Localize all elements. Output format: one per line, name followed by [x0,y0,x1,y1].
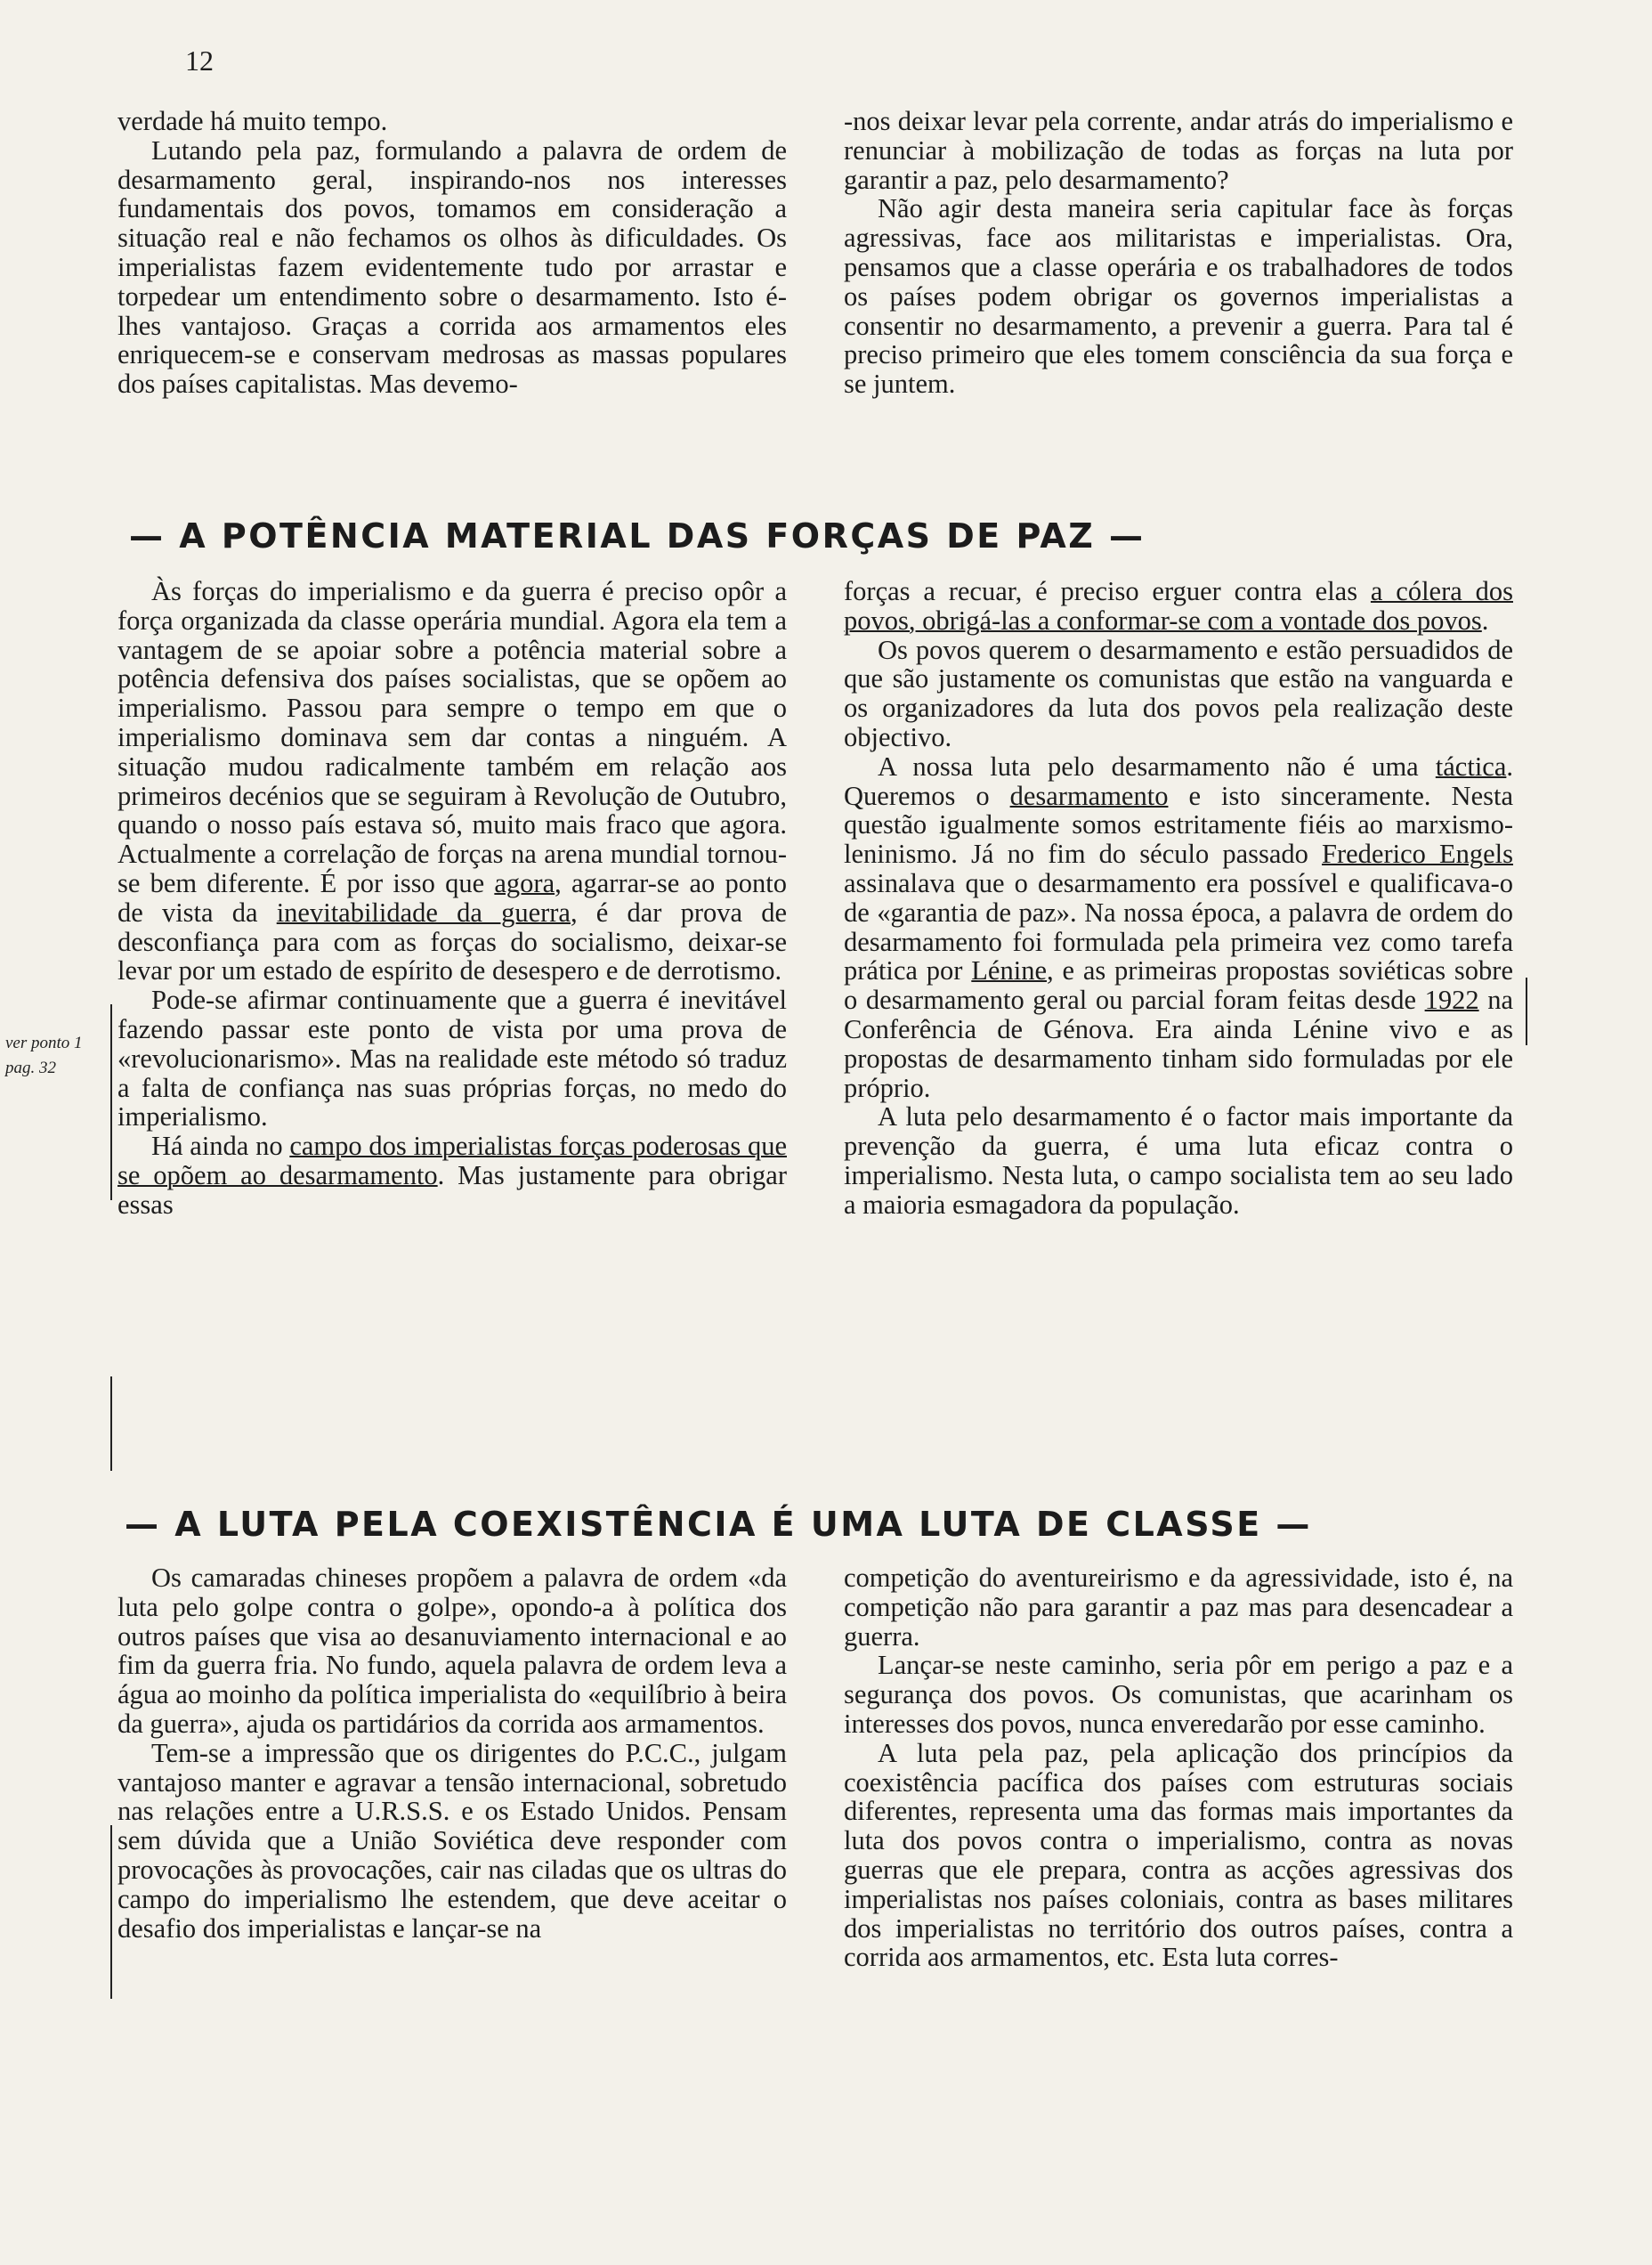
section-1-right-paragraph-1: forças a recuar, é preciso erguer contra elas a cólera dos povos, obrigá-las a conformar-se com a vontade dos povos. [844,576,1513,636]
margin-bracket-left-1 [110,1004,112,1200]
margin-note-line-2: pag. 32 [5,1059,56,1077]
underline-agora: agora [494,867,555,898]
section-2-heading: — A LUTA PELA COEXISTÊNCIA É UMA LUTA DE CLASSE — [125,1505,1312,1544]
section-2-right-column [844,1563,1513,1972]
section-1-right-column [844,577,1513,1220]
underline-1922: 1922 [1424,985,1479,1016]
underline-desarmamento: desarmamento [1009,780,1169,811]
section-2-right-paragraph-2: Lançar-se neste caminho, seria pôr em perigo a paz e a segurança dos povos. Os comunistas, que acarinham os interesses dos povos, nunca enveredarão por esse caminho. [844,1650,1513,1739]
margin-bracket-left-3 [110,1825,112,1999]
section-1 [117,577,1513,1220]
page-number: 12 [185,45,214,77]
section-2-left-paragraph-2: Tem-se a impressão que os dirigentes do P.C.C., julgam vantajoso manter e agravar a tensão internacional, sobretudo nas relações entre a U.R.S.S. e os Estado Unidos. Pensam sem dúvida que a União Soviética deve responder com provocações às provocações, cair nas ciladas que os ultras do campo do imperialismo lhe estendem, que deve aceitar o desafio dos imperialistas e lançar-se na [117,1737,787,1944]
section-1-left-paragraph-1: Às forças do imperialismo e da guerra é preciso opôr a força organizada da classe operária mundial. Agora ela tem a vantagem de se apoiar sobre a potência material sobre a potência defensiva dos países socialistas, que se opõem ao imperialismo. Passou para sempre o tempo em que o imperialismo dominava sem dar contas a ninguém. A situação mudou radicalmente também em relação aos primeiros decénios que se seguiram à Revolução de Outubro, quando o nosso país estava só, muito mais fraco que agora. Actualmente a correlação de forças na arena mundial tornou-se bem diferente. É por isso que agora, agarrar-se ao ponto de vista da inevitabilidade da guerra, é dar prova de desconfiança para com as forças do socialismo, deixar-se levar por um estado de espírito de desespero e de derrotismo. [117,576,787,986]
margin-note-line-1: ver ponto 1 [5,1034,83,1052]
section-2 [117,1563,1513,1972]
underline-colera-dos-povos: a cólera dos povos, obrigá-las a conformar-se com a vontade dos povos [844,576,1513,636]
section-2-left-column [117,1563,787,1972]
underline-tactica: táctica [1435,751,1507,782]
margin-bracket-right [1526,978,1527,1045]
underline-campo-imperialistas: campo dos imperialistas forças poderosas que se opõem ao desarmamento [117,1131,787,1190]
section-2-left-paragraph-1: Os camaradas chineses propõem a palavra de ordem «da luta pelo golpe contra o golpe», opondo-a à política dos outros países que visa ao desanuviamento internacional e ao fim da guerra fria. No fundo, aquela palavra de ordem leva a água ao moinho da política imperialista do «equilíbrio à beira da guerra», ajuda os partidários da corrida aos armamentos. [117,1563,787,1739]
section-1-left-paragraph-3: Há ainda no campo dos imperialistas forças poderosas que se opõem ao desarmamento. Mas justamente para obrigar essas [117,1131,787,1220]
intro-right-paragraph-1: -nos deixar levar pela corrente, andar atrás do imperialismo e renunciar à mobilização de todas as forças na luta por garantir a paz, pelo desarmamento? [844,106,1513,195]
underline-engels: Frederico Engels [1322,839,1514,870]
intro-left-paragraph-1: verdade há muito tempo. [117,106,388,136]
intro-left-paragraph-2: Lutando pela paz, formulando a palavra de ordem de desarmamento geral, inspirando-nos nos interesses fundamentais dos povos, tomamos em consideração a situação real e não fechamos os olhos às dificuldades. Os imperialistas fazem evidentemente tudo por arrastar e torpedear um entendimento sobre o desarmamento. Isto é-lhes vantajoso. Graças a corrida aos armamentos eles enriquecem-se e conservam medrosas as massas populares dos países capitalistas. Mas devemo- [117,134,787,400]
section-1-right-paragraph-2: Os povos querem o desarmamento e estão persuadidos de que são justamente os comunistas que estão na vanguarda e os organizadores da luta dos povos pela realização deste objectivo. [844,634,1513,752]
section-2-right-paragraph-3: A luta pela paz, pela aplicação dos princípios da coexistência pacífica dos países com estruturas sociais diferentes, representa uma das formas mais importantes da luta dos povos contra o imperialismo, contra as novas guerras que ele prepara, contra as acções agressivas dos imperialistas nos países coloniais, contra as bases militares dos imperialistas no território dos outros países, contra a corrida aos armamentos, etc. Esta luta corres- [844,1737,1513,1973]
underline-inevitabilidade: inevitabilidade da guerra [276,897,571,928]
intro-left-column [117,107,787,399]
intro-section [117,107,1513,399]
section-1-right-paragraph-4: A luta pelo desarmamento é o factor mais importante da prevenção da guerra, é uma luta eficaz contra o imperialismo. Nesta luta, o campo socialista tem ao seu lado a maioria esmagadora da população. [844,1101,1513,1220]
section-1-heading: — A POTÊNCIA MATERIAL DAS FORÇAS DE PAZ — [129,516,1146,556]
section-1-right-paragraph-3: A nossa luta pelo desarmamento não é uma táctica. Queremos o desarmamento e isto sinceramente. Nesta questão igualmente somos estritamente fiéis ao marxismo-leninismo. Já no fim do século passado Frederico Engels assinalava que o desarmamento era possível e qualificava-o de «garantia de paz». Na nossa época, a palavra de ordem do desarmamento foi formulada pela primeira vez como tarefa prática por Lénine, e as primeiras propostas soviéticas sobre o desarmamento geral ou parcial foram feitas desde 1922 na Conferência de Génova. Era ainda Lénine vivo e as propostas de desarmamento tinham sido formuladas por ele próprio. [844,751,1514,1103]
section-1-left-column [117,577,787,1220]
intro-right-column [844,107,1513,399]
intro-right-paragraph-2: Não agir desta maneira seria capitular face às forças agressivas, face aos militaristas e imperialistas. Ora, pensamos que a classe operária e os trabalhadores de todos os países podem obrigar os governos imperialistas a consentir no desarmamento, a prevenir a guerra. Para tal é preciso primeiro que eles tomem consciência da sua força e se juntem. [844,193,1513,400]
section-1-left-paragraph-2: Pode-se afirmar continuamente que a guerra é inevitável fazendo passar este ponto de vista por uma prova de «revolucionarismo». Mas na realidade este método só traduz a falta de confiança nas suas próprias forças, no medo do imperialismo. [117,985,787,1132]
margin-note [5,1031,83,1081]
section-2-right-paragraph-1: competição do aventureirismo e da agressividade, isto é, na competição não para garantir a paz mas para desencadear a guerra. [844,1563,1513,1652]
underline-lenine: Lénine [971,955,1047,986]
margin-bracket-left-2 [110,1376,112,1471]
